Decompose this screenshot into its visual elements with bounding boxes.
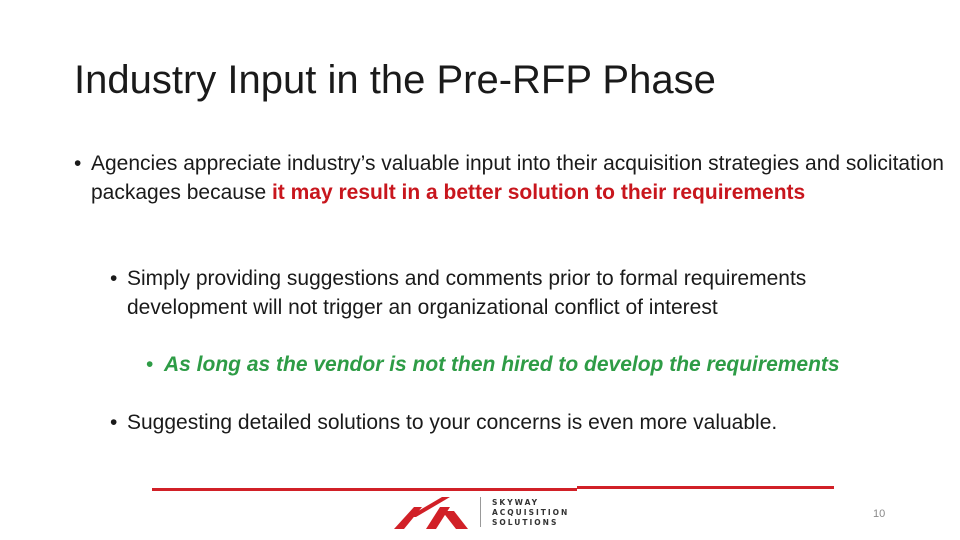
- bullet-text: Simply providing suggestions and comments prior to formal requirements development will not trigger an organizational conflict of interest: [127, 267, 807, 319]
- logo-line: SOLUTIONS: [492, 518, 559, 527]
- bullet-point: •: [146, 353, 154, 376]
- bullet-text-plain: Agencies appreciate industry’s valuable input into their acquisition strategies and solicitation packages because: [91, 152, 944, 204]
- bullet-point: •: [110, 267, 118, 290]
- bullet-text-emphasis: As long as the vendor is not then hired to develop the requirements: [164, 353, 840, 376]
- bullet-level-1: [74, 149, 954, 207]
- bullet-level-2: [110, 408, 930, 437]
- slide-title: Industry Input in the Pre-RFP Phase: [74, 58, 716, 102]
- footer-rule-left: [152, 488, 577, 491]
- bullet-text: [74, 149, 954, 207]
- bullet-level-2: [110, 264, 930, 322]
- logo-wordmark: [492, 498, 569, 528]
- bullet-level-3: [146, 350, 946, 379]
- page-number: 10: [873, 508, 886, 520]
- bullet-text-emphasis: it may result in a better solution to their requirements: [271, 181, 806, 204]
- logo-line: SKYWAY: [492, 498, 540, 507]
- logo-line: ACQUISITION: [492, 508, 570, 517]
- bullet-point: •: [74, 152, 82, 175]
- company-logo: [392, 493, 572, 533]
- logo-mark-icon: [392, 493, 472, 533]
- footer-rule-right: [577, 486, 834, 489]
- bullet-point: •: [110, 411, 118, 434]
- logo-divider: [480, 497, 481, 527]
- bullet-text: Suggesting detailed solutions to your concerns is even more valuable.: [127, 411, 778, 434]
